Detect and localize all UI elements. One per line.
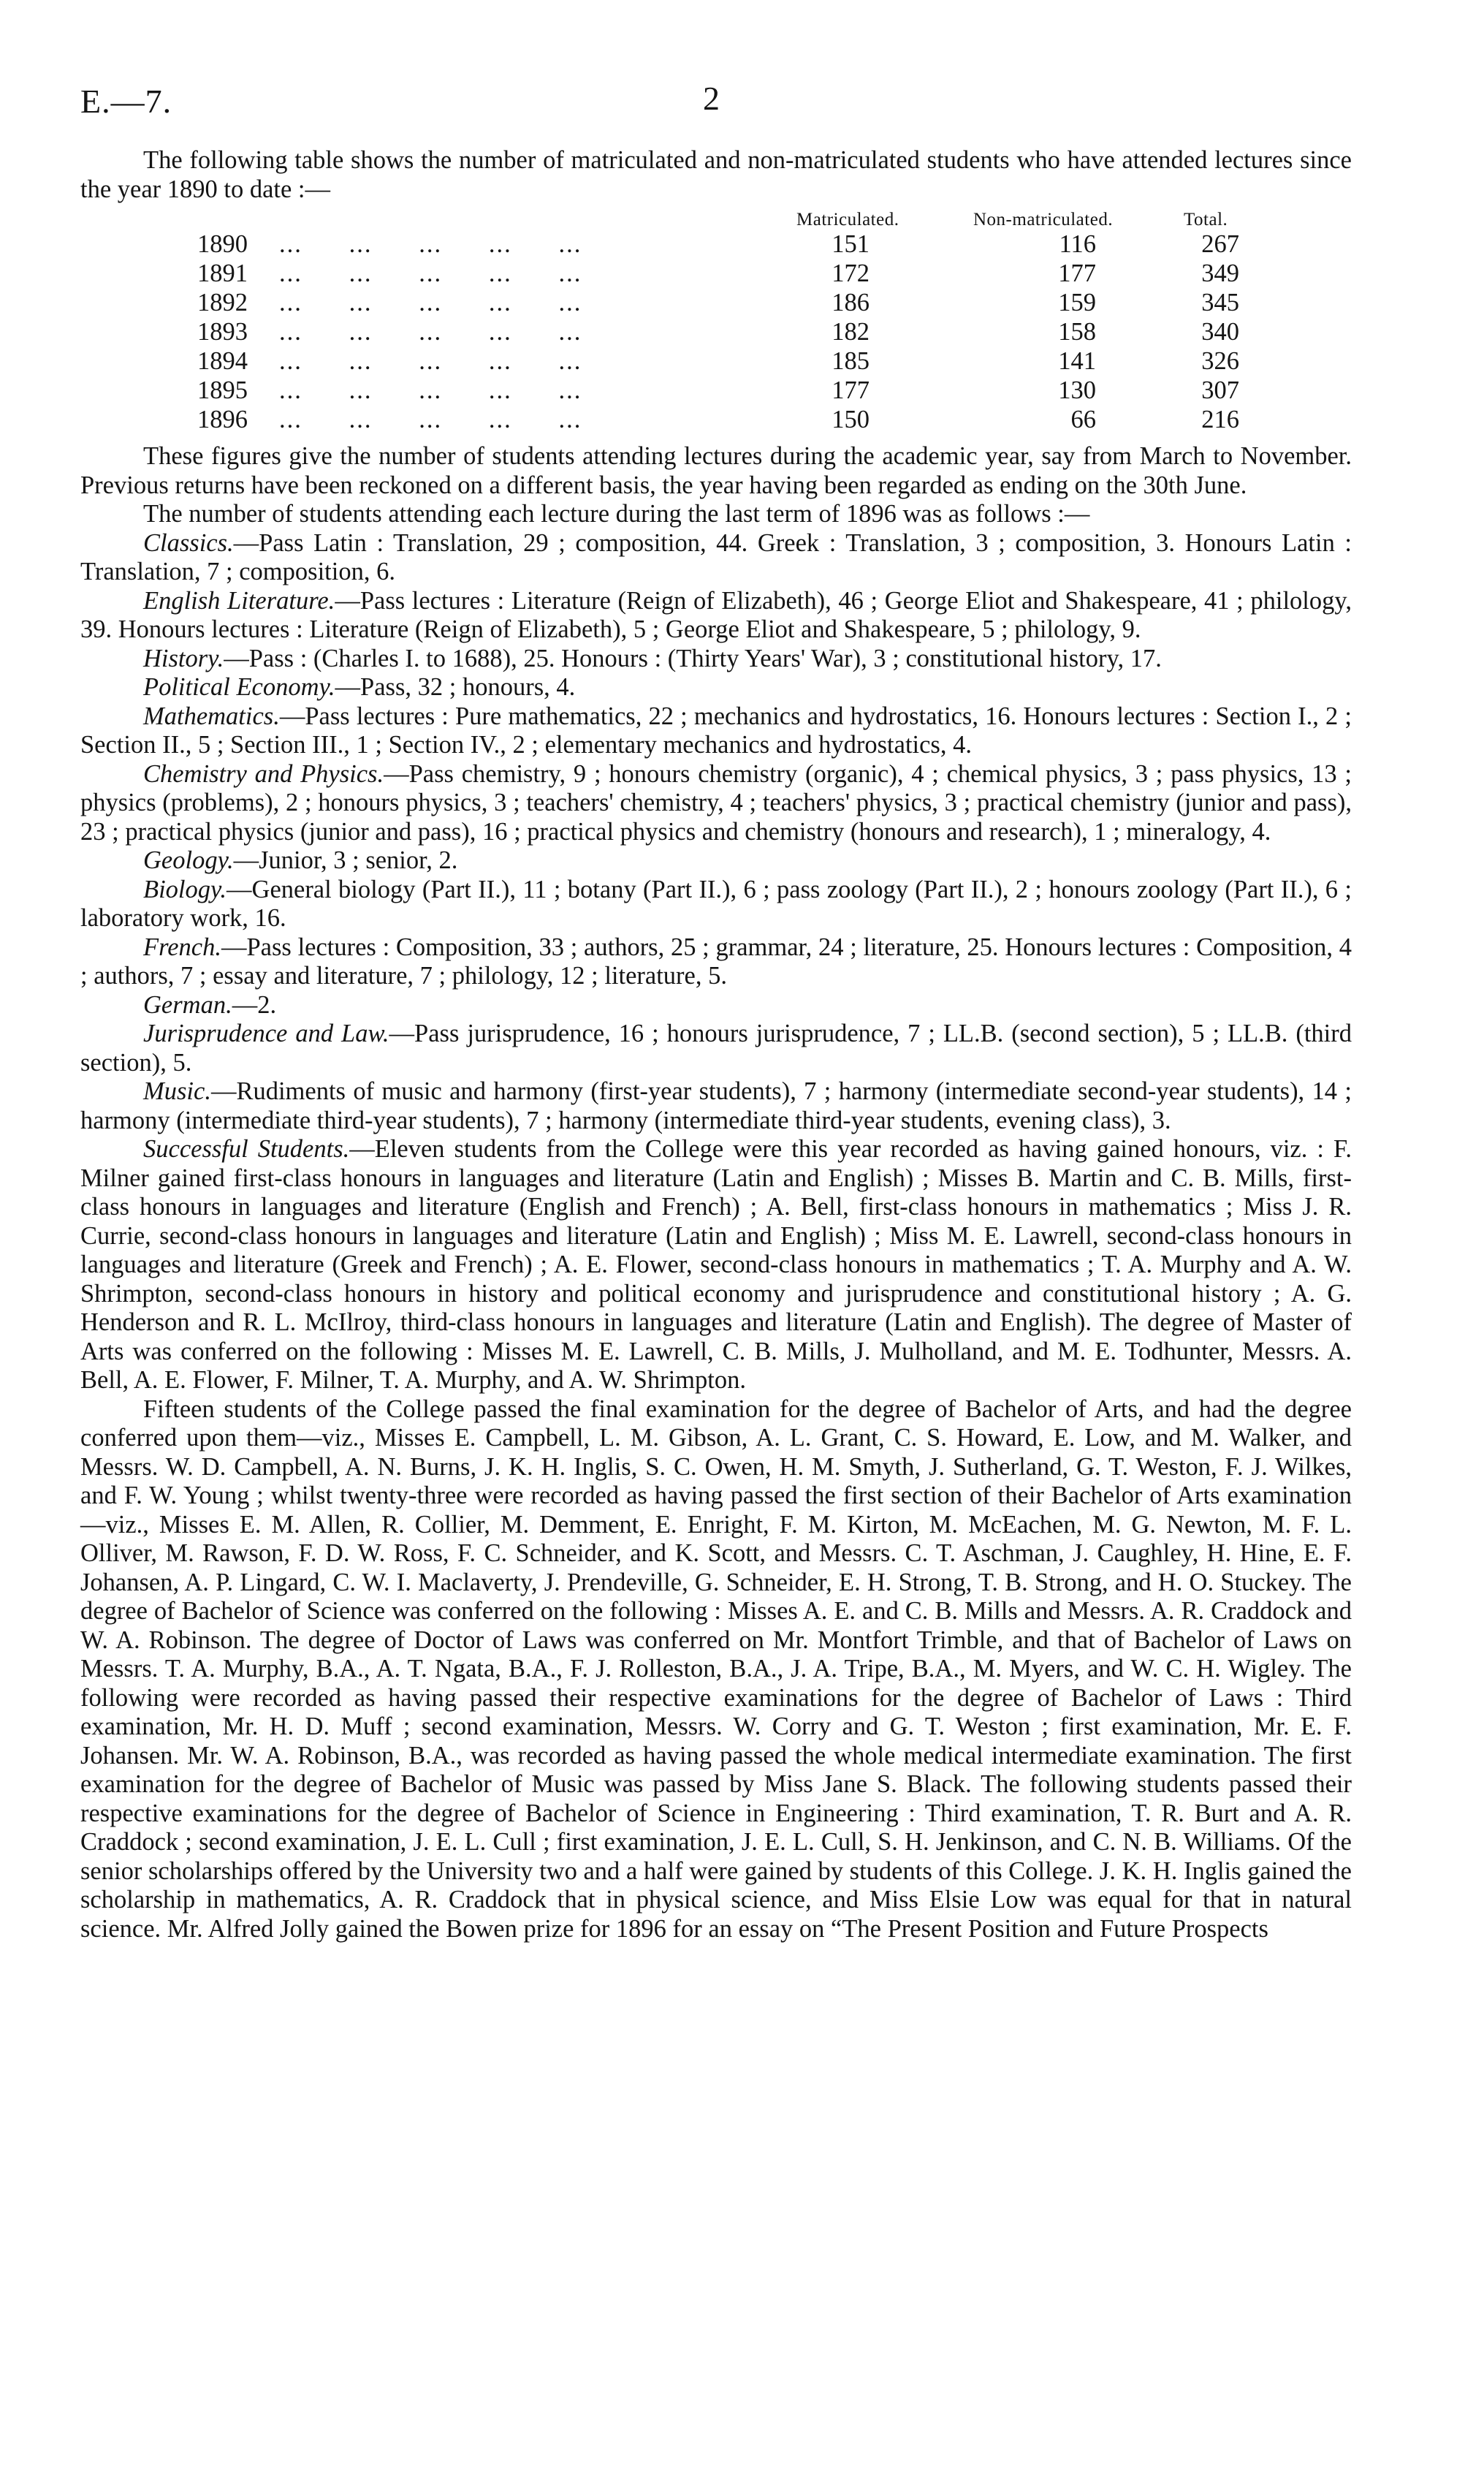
matriculated-cell: 186 xyxy=(832,289,870,316)
table-row xyxy=(80,406,1352,435)
year-cell: 1893 xyxy=(197,318,248,346)
subject-paragraph xyxy=(80,1077,1352,1135)
subject-label: Classics. xyxy=(143,528,234,557)
subject-paragraph xyxy=(80,645,1352,674)
subject-text: —2. xyxy=(232,990,277,1019)
subject-text: —Junior, 3 ; senior, 2. xyxy=(233,846,458,874)
matriculated-cell: 182 xyxy=(832,318,870,346)
subject-paragraph xyxy=(80,702,1352,760)
subject-text: —Pass jurisprudence, 16 ; honours jurisprudence, 7 ; LL.B. (second section), 5 ; LL.B. (third section), 5. xyxy=(80,1020,1352,1077)
table-row xyxy=(80,376,1352,406)
total-cell: 267 xyxy=(1201,230,1239,258)
subject-paragraph xyxy=(80,876,1352,933)
non-matriculated-cell: 177 xyxy=(1058,259,1096,287)
year-cell: 1891 xyxy=(197,259,248,287)
subject-text: —Pass chemistry, 9 ; honours chemistry (organic), 4 ; chemical physics, 3 ; pass physics, 13 ; physics (problems), 2 ; honours physics, 3 ; teachers' chemistry, 4 ; teachers' physics, 3 ; practical chemistry (junior and pass), 23 ; practical physics (junior and pass), 16 ; practical physics and chemistry (honours and research), 1 ; mineralogy, 4. xyxy=(80,759,1352,846)
table-row xyxy=(80,347,1352,376)
subject-paragraph xyxy=(80,587,1352,645)
non-matriculated-cell: 158 xyxy=(1058,318,1096,346)
subject-text: —Rudiments of music and harmony (first-year students), 7 ; harmony (intermediate second-year students), 14 ; harmony (intermediate third-year students), 7 ; harmony (intermediate third-year students, evening class), 3. xyxy=(80,1077,1352,1134)
figures-paragraph: These figures give the number of students attending lectures during the academic year, say from March to November. Previous returns have been reckoned on a different basis, the year having been regarded as ending on the 30th June. xyxy=(80,442,1352,499)
matriculated-cell: 151 xyxy=(832,230,870,258)
subject-paragraph xyxy=(80,673,1352,702)
non-matriculated-cell: 141 xyxy=(1058,347,1096,375)
year-cell: 1895 xyxy=(197,376,248,404)
matriculated-cell: 172 xyxy=(832,259,870,287)
subject-text: —Pass lectures : Literature (Reign of Elizabeth), 46 ; George Eliot and Shakespeare, 41 ; philology, 39. Honours lectures : Literature (Reign of Elizabeth), 5 ; George Eliot and Shakespeare, 5 ; philology, 9. xyxy=(80,586,1352,643)
subject-paragraph xyxy=(80,760,1352,847)
leader-dots: ... ... ... ... ... xyxy=(279,376,582,404)
subject-label: German. xyxy=(143,990,232,1019)
year-cell: 1896 xyxy=(197,406,248,433)
table-row xyxy=(80,230,1352,259)
total-cell: 216 xyxy=(1201,406,1239,433)
column-header-non-matriculated: Non-matriculated. xyxy=(973,210,1114,230)
non-matriculated-cell: 159 xyxy=(1058,289,1096,316)
subject-label: Music. xyxy=(143,1077,211,1105)
subject-label: French. xyxy=(143,933,221,961)
subject-text: —Pass lectures : Pure mathematics, 22 ; mechanics and hydrostatics, 16. Honours lectures : Section I., 2 ; Section II., 5 ; Section III., 1 ; Section IV., 2 ; elementary mechanics and hydrostatics, 4. xyxy=(80,702,1352,759)
leader-dots: ... ... ... ... ... xyxy=(279,406,582,433)
total-cell: 340 xyxy=(1201,318,1239,346)
year-cell: 1892 xyxy=(197,289,248,316)
total-cell: 326 xyxy=(1201,347,1239,375)
leader-dots: ... ... ... ... ... xyxy=(279,347,582,375)
subject-paragraph xyxy=(80,1135,1352,1395)
subject-label: English Literature. xyxy=(143,586,335,615)
column-header-matriculated: Matriculated. xyxy=(796,210,899,230)
subject-label: Successful Students. xyxy=(143,1135,350,1163)
subject-text: —Pass lectures : Composition, 33 ; authors, 25 ; grammar, 24 ; literature, 25. Honours lectures : Composition, 4 ; authors, 7 ; essay and literature, 7 ; philology, 12 ; literature, 5. xyxy=(80,933,1352,990)
total-cell: 345 xyxy=(1201,289,1239,316)
page-reference: E.—7. xyxy=(80,83,172,120)
subject-label: Biology. xyxy=(143,875,227,903)
leader-dots: ... ... ... ... ... xyxy=(279,230,582,258)
non-matriculated-cell: 66 xyxy=(1070,406,1096,433)
year-cell: 1894 xyxy=(197,347,248,375)
enrolment-table xyxy=(80,204,1352,442)
matriculated-cell: 177 xyxy=(832,376,870,404)
non-matriculated-cell: 116 xyxy=(1059,230,1096,258)
subject-text: —General biology (Part II.), 11 ; botany (Part II.), 6 ; pass zoology (Part II.), 2 ; honours zoology (Part II.), 6 ; laboratory work, 16. xyxy=(80,875,1352,932)
matriculated-cell: 185 xyxy=(832,347,870,375)
subject-paragraph xyxy=(80,1020,1352,1077)
intro-paragraph: The following table shows the number of matriculated and non-matriculated students who have attended lectures since the year 1890 to date :— xyxy=(80,146,1352,203)
page-number: 2 xyxy=(703,80,720,117)
table-row xyxy=(80,259,1352,289)
subject-label: Mathematics. xyxy=(143,702,280,730)
lecture-count-paragraph: The number of students attending each lecture during the last term of 1896 was as follows :— xyxy=(143,500,1090,528)
subject-paragraph xyxy=(80,991,1352,1020)
subject-paragraph xyxy=(80,846,1352,876)
table-row xyxy=(80,289,1352,318)
total-cell: 307 xyxy=(1201,376,1239,404)
total-cell: 349 xyxy=(1201,259,1239,287)
subject-label: Chemistry and Physics. xyxy=(143,759,384,788)
leader-dots: ... ... ... ... ... xyxy=(279,318,582,346)
graduates-paragraph: Fifteen students of the College passed the final examination for the degree of Bachelor of Arts, and had the degree conferred upon them—viz., Misses E. Campbell, L. M. Gibson, A. L. Grant, C. S. Howard, E. Low, and M. Walker, and Messrs. W. D. Campbell, A. N. Burns, J. K. H. Inglis, S. C. Owen, H. M. Smyth, J. Sutherland, G. T. Weston, F. J. Wilkes, and F. W. Young ; whilst twenty-three were recorded as having passed the first section of their Bachelor of Arts examination—viz., Misses E. M. Allen, R. Collier, M. Demment, E. Enright, F. M. Kirton, M. McEachen, M. G. Newton, M. F. L. Olliver, M. Rawson, F. D. W. Ross, F. C. Schneider, and K. Scott, and Messrs. C. T. Aschman, J. Caughley, H. Hine, E. F. Johansen, A. P. Lingard, C. W. I. Maclaverty, J. Prendeville, G. Schneider, E. H. Strong, T. B. Strong, and H. O. Stuckey. The degree of Bachelor of Science was conferred on the following : Misses A. E. and C. B. Mills and Messrs. A. R. Craddock and W. A. Robinson. The degree of Doctor of Laws was conferred on Mr. Montfort Trimble, and that of Bachelor of Laws on Messrs. T. A. Murphy, B.A., A. T. Ngata, B.A., F. J. Rolleston, B.A., J. A. Tripe, B.A., M. Myers, and W. C. H. Wigley. The following were recorded as having passed their respective examinations for the degree of Bachelor of Laws : Third examination, Mr. H. D. Muff ; second examination, Messrs. W. Corry and G. T. Weston ; first examination, Mr. E. F. Johansen. Mr. W. A. Robinson, B.A., was recorded as having passed the whole medical intermediate examination. The first examination for the degree of Bachelor of Music was passed by Miss Jane S. Black. The following students passed their respective examinations for the degree of Bachelor of Science in Engineering : Third examination, T. R. Burt and A. R. Craddock ; second examination, J. E. L. Cull ; first examination, J. E. L. Cull, S. H. Jenkinson, and C. N. B. Williams. Of the senior scholarships offered by the University two and a half were gained by students of this College. J. K. H. Inglis gained the scholarship in mathematics, A. R. Craddock that in physical science, and Miss Elsie Low was equal for that in natural science. Mr. Alfred Jolly gained the Bowen prize for 1896 for an essay on “The Present Position and Future Prospects xyxy=(80,1395,1352,1943)
table-row xyxy=(80,318,1352,347)
subject-text: —Eleven students from the College were this year recorded as having gained honours, viz. : F. Milner gained first-class honours in languages and literature (Latin and English) ; Misses B. Martin and C. B. Mills, first-class honours in languages and literature (English and French) ; A. Bell, first-class honours in mathematics ; Miss J. R. Currie, second-class honours in languages and literature (Latin and English) ; Miss M. E. Lawrell, second-class honours in languages and literature (Greek and French) ; A. E. Flower, second-class honours in mathematics ; T. A. Murphy and A. W. Shrimpton, second-class honours in history and political economy and jurisprudence and constitutional history ; A. G. Henderson and R. L. McIlroy, third-class honours in languages and literature (Latin and English). The degree of Master of Arts was conferred on the following : Misses M. E. Lawrell, C. B. Mills, J. Mulholland, and M. E. Todhunter, Messrs. A. Bell, A. E. Flower, F. Milner, T. A. Murphy, and A. W. Shrimpton. xyxy=(80,1135,1352,1394)
subject-paragraph xyxy=(80,933,1352,991)
column-header-total: Total. xyxy=(1184,210,1228,230)
subject-label: Jurisprudence and Law. xyxy=(143,1020,389,1047)
leader-dots: ... ... ... ... ... xyxy=(279,289,582,316)
subject-label: Political Economy. xyxy=(143,673,335,701)
document-body xyxy=(80,146,1352,1943)
subject-text: —Pass : (Charles I. to 1688), 25. Honours : (Thirty Years' War), 3 ; constitutional history, 17. xyxy=(224,644,1162,672)
subject-label: History. xyxy=(143,644,224,672)
subject-list xyxy=(80,529,1352,1395)
subject-paragraph xyxy=(80,529,1352,587)
subject-text: —Pass Latin : Translation, 29 ; composition, 44. Greek : Translation, 3 ; composition, 3. Honours Latin : Translation, 7 ; composition, 6. xyxy=(80,528,1352,585)
subject-text: —Pass, 32 ; honours, 4. xyxy=(335,673,576,701)
matriculated-cell: 150 xyxy=(832,406,870,433)
year-cell: 1890 xyxy=(197,230,248,258)
subject-label: Geology. xyxy=(143,846,234,874)
non-matriculated-cell: 130 xyxy=(1058,376,1096,404)
leader-dots: ... ... ... ... ... xyxy=(279,259,582,287)
